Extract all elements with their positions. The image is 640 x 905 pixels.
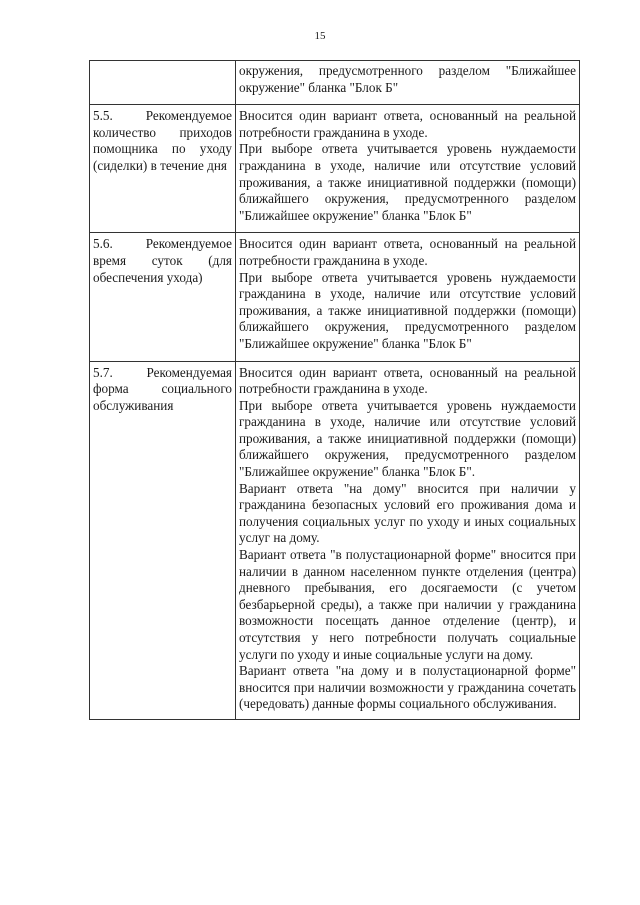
table-row-5-7 — [90, 361, 580, 719]
row-label: 5.7. Рекомендуемая форма социального обслуживания — [93, 364, 232, 413]
row-paragraph: При выборе ответа учитывается уровень нуждаемости гражданина в уходе, наличие или отсутствие условий проживания, а также инициативной поддержки (помощи) ближайшего окружения, предусмотренного разделом "Ближайшее окружение" бланка "Блок Б" — [239, 141, 576, 223]
row-paragraph: При выборе ответа учитывается уровень нуждаемости гражданина в уходе, наличие или отсутствие условий проживания, а также инициативной поддержки (помощи) ближайшего окружения, предусмотренного разделом "Ближайшее окружение" бланка "Блок Б" — [239, 269, 576, 351]
row-paragraph: Вариант ответа "на дому" вносится при наличии у гражданина безопасных условий его проживания дома и получения социальных услуг по уходу и иных социальных услуг на дому. — [239, 480, 576, 546]
table-row-5-6 — [90, 233, 580, 361]
row-content-cell — [236, 233, 580, 361]
row-label-cell — [90, 361, 236, 719]
page-number: 15 — [314, 30, 326, 42]
row-label: 5.5. Рекомендуемое количество приходов помощника по уходу (сиделки) в течение дня — [93, 108, 232, 173]
row-paragraph: Вносится один вариант ответа, основанный на реальной потребности гражданина в уходе. — [239, 364, 576, 397]
table-row-5-5 — [90, 105, 580, 233]
row-label-cell — [90, 61, 236, 105]
row-paragraph: Вносится один вариант ответа, основанный на реальной потребности гражданина в уходе. — [239, 108, 576, 140]
row-paragraph: Вносится один вариант ответа, основанный на реальной потребности гражданина в уходе. — [239, 236, 576, 268]
row-label-cell — [90, 105, 236, 233]
row-paragraph: Вариант ответа "в полустационарной форме" вносится при наличии в данном населенном пункте отделения (центра) дневного пребывания, его досягаемости (с учетом безбарьерной среды), а также при наличии у гражданина возможности посещать данное отделение (центр), и отсутствия у него потребности получать социальные услуги по уходу и иные социальные услуги на дому. — [239, 547, 576, 662]
row-paragraph: При выборе ответа учитывается уровень нуждаемости гражданина в уходе, наличие или отсутствие условий проживания, а также инициативной поддержки (помощи) ближайшего окружения, предусмотренного разделом "Ближайшее окружение" бланка "Блок Б". — [239, 397, 576, 480]
row-paragraph: окружения, предусмотренного разделом "Ближайшее окружение" бланка "Блок Б" — [239, 63, 576, 95]
row-content-cell — [236, 61, 580, 105]
row-content-cell — [236, 105, 580, 233]
row-paragraph: Вариант ответа "на дому и в полустационарной форме" вносится при наличии возможности у гражданина сочетать (чередовать) данные формы социального обслуживания. — [239, 663, 576, 712]
table-row-continuation — [90, 61, 580, 105]
criteria-table — [89, 60, 580, 720]
row-content-cell — [236, 361, 580, 719]
row-label: 5.6. Рекомендуемое время суток (для обеспечения ухода) — [93, 236, 232, 285]
row-label-cell — [90, 233, 236, 361]
